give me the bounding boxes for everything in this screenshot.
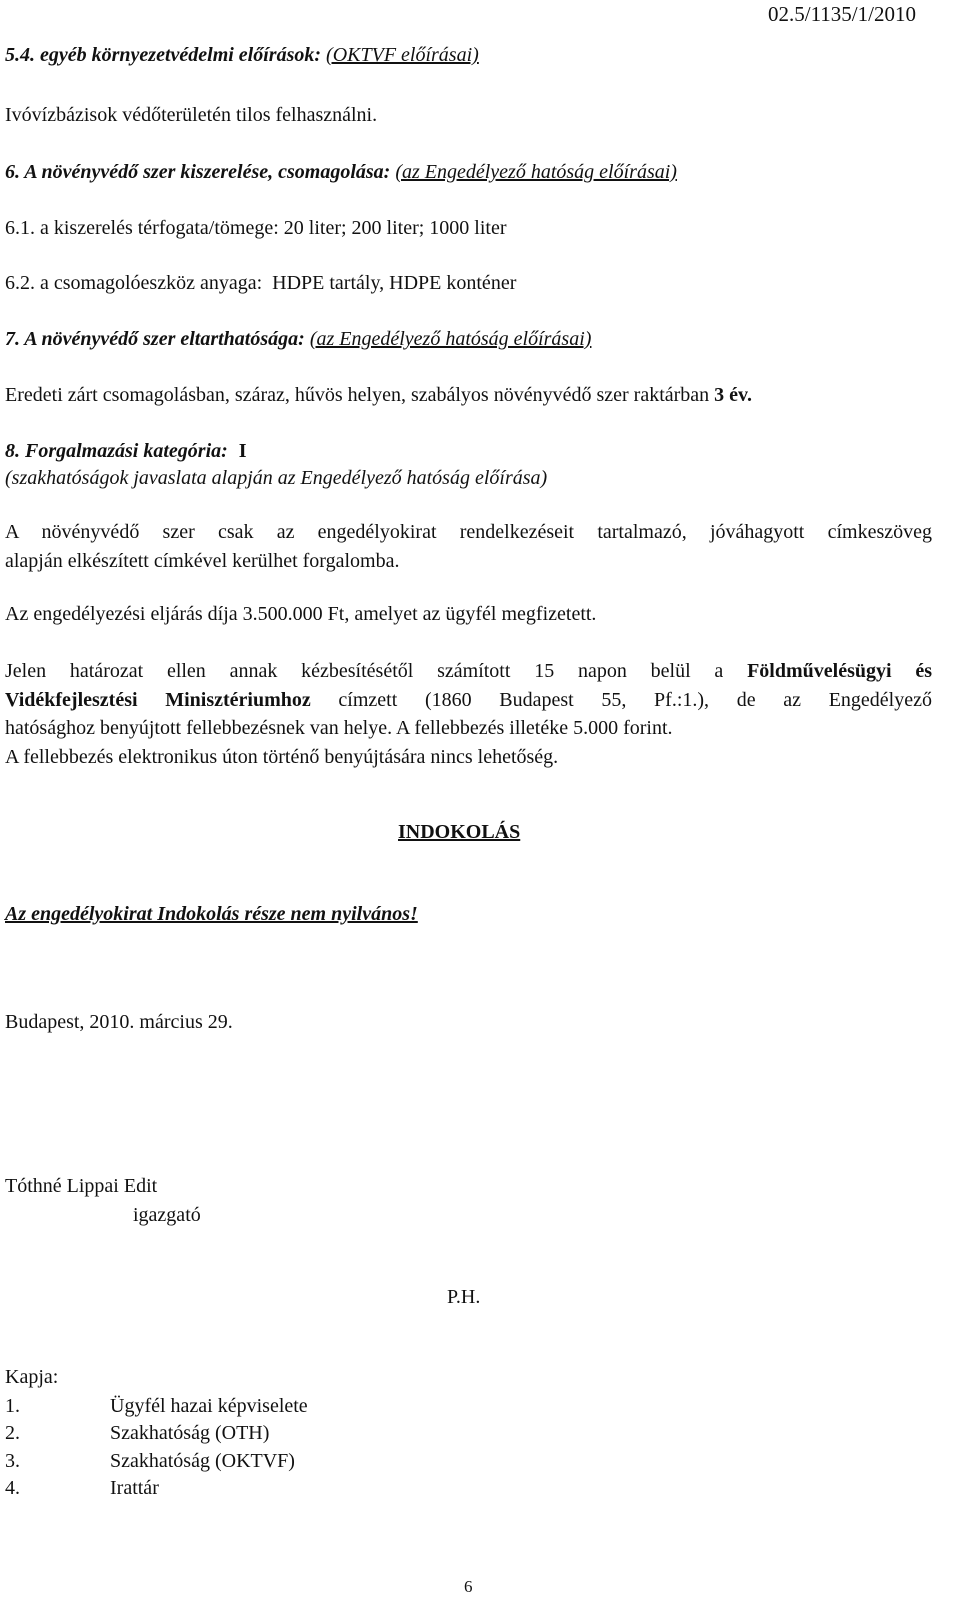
appeal-line3: hatósághoz benyújtott fellebbezésnek van helye. A fellebbezés illetéke 5.000 forint. xyxy=(5,717,673,739)
list-item-number: 1. xyxy=(5,1395,20,1417)
section-6-note: (az Engedélyező hatóság előírásai) xyxy=(395,161,677,183)
list-item-text: Ügyfél hazai képviselete xyxy=(110,1395,308,1417)
section-6-1: 6.1. a kiszerelés térfogata/tömege: 20 liter; 200 liter; 1000 liter xyxy=(5,217,507,239)
page-number: 6 xyxy=(464,1577,473,1596)
section-6-2 xyxy=(5,272,516,295)
section-8-note: (szakhatóságok javaslata alapján az Engedélyező hatóság előírása) xyxy=(5,467,548,489)
list-item xyxy=(5,1422,269,1445)
section-7-note: (az Engedélyező hatóság előírásai) xyxy=(309,328,592,350)
appeal-line2 xyxy=(5,686,932,715)
section-7-heading xyxy=(5,328,591,351)
list-item-text: Szakhatóság (OKTVF) xyxy=(110,1450,295,1472)
section-8-body-line1: A növényvédő szer csak az engedélyokirat rendelkezéseit tartalmazó, jóváhagyott címkeszöveg xyxy=(5,521,932,543)
list-item-number: 3. xyxy=(5,1450,20,1472)
list-item xyxy=(5,1450,295,1473)
section-8-body-line2: alapján elkészített címkével kerülhet forgalomba. xyxy=(5,549,400,572)
signatory-title: igazgató xyxy=(133,1204,201,1226)
section-6-heading xyxy=(5,161,677,184)
list-item-text: Irattár xyxy=(110,1477,159,1499)
section-6-title: 6. A növényvédő szer kiszerelése, csomagolása: xyxy=(5,161,391,183)
appeal-line1 xyxy=(5,657,932,686)
reasoning-note: Az engedélyokirat Indokolás része nem nyilvános! xyxy=(5,903,418,925)
appeal-paragraph xyxy=(5,657,932,771)
signatory-name: Tóthné Lippai Edit xyxy=(5,1175,158,1197)
list-item-number: 2. xyxy=(5,1422,20,1444)
document-number: 02.5/1135/1/2010 xyxy=(768,2,916,26)
section-7-title: 7. A növényvédő szer eltarthatósága: xyxy=(5,328,305,350)
section-8-title: 8. Forgalmazási kategória: xyxy=(5,440,228,462)
section-7-body xyxy=(5,384,752,407)
list-item-text: Szakhatóság (OTH) xyxy=(110,1422,270,1444)
section-6-2-value: HDPE tartály, HDPE konténer xyxy=(272,272,517,294)
section-5-4-heading xyxy=(5,44,479,67)
place-date: Budapest, 2010. március 29. xyxy=(5,1011,233,1033)
section-5-4-title: 5.4. egyéb környezetvédelmi előírások: xyxy=(5,44,322,66)
list-item xyxy=(5,1477,159,1500)
section-5-4-note: (OKTVF előírásai) xyxy=(326,44,479,66)
section-8-body xyxy=(5,518,932,575)
section-8-value: I xyxy=(238,440,247,462)
list-item-number: 4. xyxy=(5,1477,20,1499)
appeal-line2-text: címzett (1860 Budapest 55, Pf.:1.), de az Engedélyező xyxy=(338,688,932,711)
section-6-2-label: 6.2. a csomagolóeszköz anyaga: xyxy=(5,272,263,294)
seal-placeholder: P.H. xyxy=(447,1286,481,1308)
appeal-line1-text: Jelen határozat ellen annak kézbesítésétől számított 15 napon belül a xyxy=(5,660,724,682)
appeal-line4: A fellebbezés elektronikus úton történő benyújtására nincs lehetőség. xyxy=(5,745,559,768)
section-7-value: 3 év. xyxy=(714,384,752,406)
section-8-fee: Az engedélyezési eljárás díja 3.500.000 Ft, amelyet az ügyfél megfizetett. xyxy=(5,603,597,625)
ministry-name-part2: Vidékfejlesztési Minisztériumhoz xyxy=(5,688,311,711)
distribution-label: Kapja: xyxy=(5,1366,59,1388)
section-7-text: Eredeti zárt csomagolásban, száraz, hűvös helyen, szabályos növényvédő szer raktárban xyxy=(5,384,710,406)
reasoning-title: INDOKOLÁS xyxy=(398,821,521,843)
list-item xyxy=(5,1395,308,1418)
ministry-name-part1: Földművelésügyi és xyxy=(747,660,932,682)
section-8-heading xyxy=(5,440,247,463)
section-5-4-body: Ivóvízbázisok védőterületén tilos felhasználni. xyxy=(5,104,378,126)
